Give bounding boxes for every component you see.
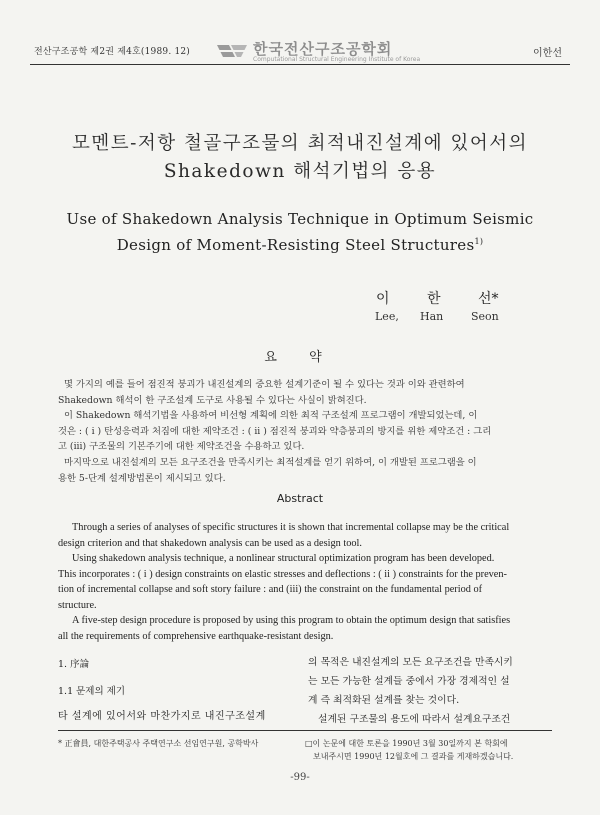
- author-ko-given-1: 한: [427, 291, 441, 307]
- abstract-paragraph-1: [58, 520, 550, 551]
- society-logo: [215, 39, 421, 65]
- abstract-p1-line-1: Through a series of analyses of specific structures it is shown that incremental collapse may be the critical: [72, 522, 510, 533]
- korean-title-line-2: Shakedown 해석기법의 응용: [163, 161, 437, 182]
- title-footnote-mark: 1): [474, 237, 484, 246]
- abstract-p2-line-2: This incorporates : ( i ) design constraints on elastic stresses and deflections : ( ii ) constraints for the preven-: [58, 568, 507, 580]
- summary-heading: 요 약: [264, 350, 336, 365]
- author-en-given-1: Han: [420, 310, 444, 323]
- running-author: 이한선: [533, 48, 562, 59]
- summary-p2-line-2: 것은 : ( i ) 탄성응력과 처짐에 대한 제약조건 : ( ii ) 점진적 붕괴와 약층붕괴의 방지를 위한 제약조건 : 그리: [58, 425, 492, 437]
- right-column-line-2: 는 모든 가능한 설계들 중에서 가장 경제적인 설: [308, 676, 510, 687]
- abstract-p2-line-4: structure.: [58, 599, 97, 611]
- page-number: -99-: [290, 772, 310, 783]
- footnote-rule-left: [58, 730, 308, 731]
- abstract-p1-line-2: design criterion and that shakedown analysis can be used as a design tool.: [58, 537, 362, 549]
- abstract-paragraph-2: [58, 551, 550, 613]
- summary-p2-line-1: 이 Shakedown 해석기법을 사용하여 비선형 계획에 의한 최적 구조설계 프로그램이 개발되었는데, 이: [64, 410, 478, 421]
- author-en-given-2: Seon: [471, 310, 499, 323]
- body-text-left-column: 타 설계에 있어서와 마찬가지로 내진구조설계: [58, 711, 266, 722]
- korean-title-line-1: 모멘트-저항 철골구조물의 최적내진설계에 있어서의: [71, 133, 529, 154]
- abstract-p2-line-1: Using shakedown analysis technique, a nonlinear structural optimization program has been developed.: [72, 553, 495, 564]
- right-column-line-3: 계 즉 최적화된 설계를 찾는 것이다.: [308, 695, 460, 706]
- summary-paragraph-1: [58, 377, 548, 408]
- author-ko-given-2: 선*: [478, 291, 499, 307]
- author-ko-surname: 이: [376, 291, 390, 307]
- abstract-p2-line-3: tion of incremental collapse and soft story failure : and (iii) the constraint on the fundamental period of: [58, 584, 483, 595]
- summary-p1-line-1: 몇 가지의 예를 들어 점진적 붕괴가 내진설계의 중요한 설계기준이 될 수 있다는 것과 이와 관련하여: [64, 379, 465, 390]
- author-affiliation-footnote: * 正會員, 대한주택공사 주택연구소 선임연구원, 공학박사: [58, 739, 259, 748]
- discussion-notice-line-1: □이 논문에 대한 토론을 1990년 3월 30일까지 본 학회에: [305, 739, 508, 748]
- society-name-ko: 한국전산구조공학회: [253, 40, 393, 58]
- summary-paragraph-3: [58, 455, 548, 486]
- body-text-right-column: [308, 653, 553, 729]
- journal-citation: 전산구조공학 제2권 제4호(1989. 12): [34, 47, 191, 57]
- english-title-line-1: Use of Shakedown Analysis Technique in Optimum Seismic: [66, 210, 534, 228]
- society-name-en: Computational Structural Engineering Institute of Korea: [253, 56, 421, 63]
- english-title-line-2: [40, 236, 560, 254]
- summary-paragraph-2: [58, 408, 548, 455]
- section-heading-introduction: 1. 序論: [58, 659, 90, 670]
- society-emblem-icon: [215, 41, 249, 61]
- subsection-heading: 1.1 문제의 제기: [58, 686, 126, 697]
- right-column-line-4: 설계된 구조물의 용도에 따라서 설계요구조건: [318, 714, 511, 725]
- discussion-notice-footnote: [305, 737, 555, 763]
- summary-p3-line-2: 용한 5-단계 설계방법론이 제시되고 있다.: [58, 472, 226, 484]
- abstract-p3-line-2: all the requirements of comprehensive earthquake-resistant design.: [58, 630, 334, 642]
- abstract-p3-line-1: A five-step design procedure is proposed by using this program to obtain the optimum design that satisfies: [72, 615, 511, 626]
- summary-p1-line-2: Shakedown 해석이 한 구조설계 도구로 사용될 수 있다는 사실이 밝혀진다.: [58, 394, 367, 406]
- abstract-heading: Abstract: [276, 492, 324, 505]
- header-rule: [30, 64, 570, 65]
- footnote-rule-right: [300, 730, 552, 731]
- english-title-line-2-text: Design of Moment-Resisting Steel Structures: [116, 236, 475, 254]
- right-column-line-1: 의 목적은 내진설계의 모든 요구조건을 만족시키: [308, 657, 513, 668]
- summary-p2-line-3: 고 (iii) 구조물의 기본주기에 대한 제약조건을 수용하고 있다.: [58, 441, 305, 452]
- discussion-notice-line-2: 보내주시면 1990년 12월호에 그 결과를 게재하겠습니다.: [313, 752, 514, 761]
- author-en-surname: Lee,: [375, 310, 399, 323]
- abstract-paragraph-3: [58, 613, 550, 644]
- summary-p3-line-1: 마지막으로 내진설계의 모든 요구조건을 만족시키는 최적설계를 얻기 위하여, 이 개발된 프로그램을 이: [64, 457, 477, 468]
